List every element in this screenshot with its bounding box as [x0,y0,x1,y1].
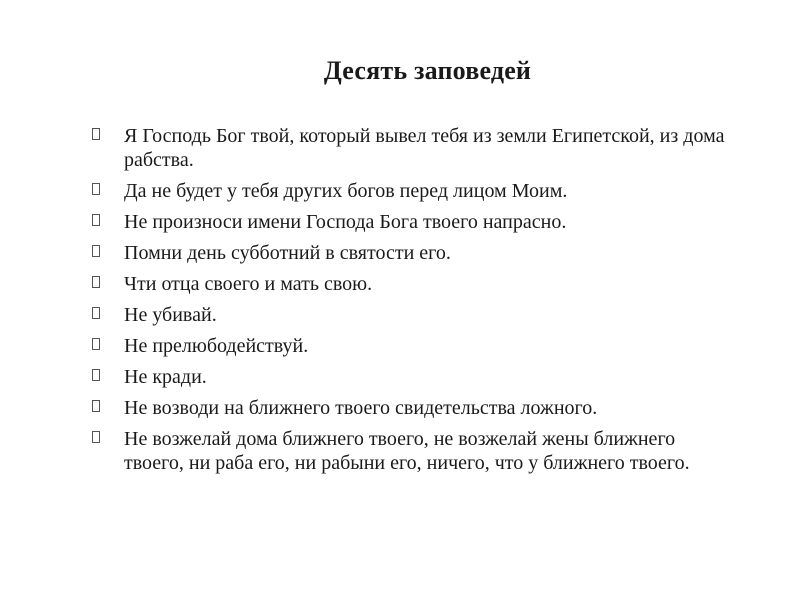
list-item [92,303,732,327]
slide-title: Десять заповедей [323,56,532,85]
list-item-text: Не убивай. [124,304,217,326]
bullet-box-icon [92,245,100,257]
bullet-box-icon [92,338,100,350]
list-item [92,272,732,296]
bullet-box-icon [92,276,100,288]
list-item [92,396,732,420]
bullet-box-icon [92,400,100,412]
list-item-text: Да не будет у тебя других богов перед лицом Моим. [124,180,568,202]
list-item-text: Я Господь Бог твой, который вывел тебя из земли Египетской, из дома рабства. [124,125,725,171]
commandments-list [92,124,732,482]
bullet-box-icon [92,128,100,140]
list-item-text: Не прелюбодействуй. [124,335,309,357]
list-item-text: Не возводи на ближнего твоего свидетельства ложного. [124,397,598,419]
list-item-text: Не возжелай дома ближнего твоего, не возжелай жены ближнего твоего, ни раба его, ни рабыни его, ничего, что у ближнего твоего. [124,428,690,474]
list-item [92,334,732,358]
list-item-text: Не произноси имени Господа Бога твоего напрасно. [124,211,567,233]
bullet-box-icon [92,214,100,226]
list-item [92,210,732,234]
list-item [92,427,732,475]
bullet-box-icon [92,307,100,319]
list-item-text: Чти отца своего и мать свою. [124,273,373,295]
list-item [92,365,732,389]
bullet-box-icon [92,183,100,195]
list-item-text: Помни день субботний в святости его. [124,242,451,264]
bullet-box-icon [92,369,100,381]
list-item-text: Не кради. [124,366,207,388]
list-item [92,124,732,172]
list-item [92,241,732,265]
bullet-box-icon [92,431,100,443]
list-item [92,179,732,203]
